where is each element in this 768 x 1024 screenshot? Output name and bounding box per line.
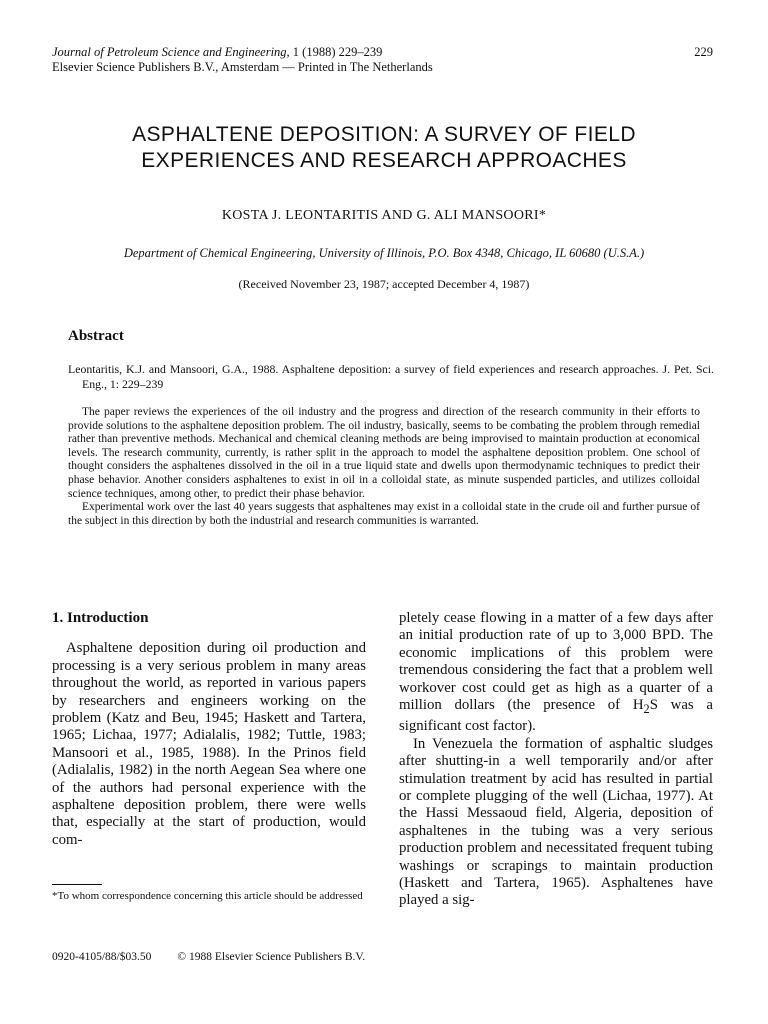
page-number: 229	[694, 45, 713, 59]
issn-price: 0920-4105/88/$03.50	[52, 951, 152, 963]
intro-continued-text-b: S was a significant cost factor).	[399, 697, 713, 735]
intro-continued-text-a: pletely cease flowing in a matter of a few days after an initial production rate of up to 3,000 BPD. The economic implications of this problem were tremendous considering the fact that a problem well workover cost could get as high as a quarter of a million dollars (the presence of H	[399, 610, 713, 714]
page-footer	[52, 951, 365, 963]
footnote-rule	[52, 884, 102, 885]
right-column	[399, 610, 713, 910]
volume-pages: 1 (1988) 229–239	[289, 45, 383, 59]
left-column	[52, 610, 366, 849]
affiliation: Department of Chemical Engineering, University of Illinois, P.O. Box 4348, Chicago, IL 60680 (U.S.A.)	[123, 246, 645, 260]
subscript-2: 2	[643, 701, 650, 716]
abstract-paragraph-2: Experimental work over the last 40 years suggests that asphaltenes may exist in a colloidal state in the crude oil and further pursue of the subject in this direction by both the industrial and research communities is warranted.	[68, 501, 700, 527]
copyright: © 1988 Elsevier Science Publishers B.V.	[177, 951, 366, 963]
paper-title	[60, 122, 708, 174]
section-heading-introduction: 1. Introduction	[52, 610, 149, 626]
journal-header	[52, 45, 433, 75]
intro-paragraph-1: Asphaltene deposition during oil production and processing is a very serious problem in many areas throughout the world, as reported in various papers by researchers and engineers working on the problem (Katz and Beu, 1945; Haskett and Tartera, 1965; Lichaa, 1977; Adialalis, 1982; Tuttle, 1983; Mansoori et al., 1985, 1988). In the Prinos field (Adialalis, 1982) in the north Aegean Sea where one of the authors had personal experience with the asphaltene deposition problem, there were wells that, especially at the start of production, would com-	[52, 640, 366, 848]
title-line-2: EXPERIENCES AND RESEARCH APPROACHES	[141, 149, 627, 172]
intro-paragraph-2: In Venezuela the formation of asphaltic sludges after shutting-in a well temporarily and/or after stimulation treatment by acid has resulted in partial or complete plugging of the well (Lichaa, 1977). At the Hassi Messaoud field, Algeria, deposition of asphaltenes in the tubing was a very serious production problem and necessitated frequent tubing washings or scrapings to maintain production (Haskett and Tartera, 1965). Asphaltenes have played a sig-	[399, 735, 713, 909]
abstract-body	[68, 406, 700, 528]
authors: KOSTA J. LEONTARITIS AND G. ALI MANSOORI*	[221, 208, 547, 223]
abstract-paragraph-1: The paper reviews the experiences of the oil industry and the progress and direction of the research community in their efforts to provide solutions to the asphaltene deposition problem. The oil industry, basically, seems to be combating the problem through remedial rather than preventive methods. Mechanical and chemical cleaning methods are being improvised to maintain production at economical levels. The research community, currently, is rather split in the approach to model the asphaltene deposition problem. One school of thought considers the asphaltenes dissolved in the oil in a true liquid state and dwells upon thermodynamic techniques to predict their phase behavior. Another considers asphaltenes to exist in oil in a colloidal state, as minute suspended particles, and utilizes colloidal science techniques, among other, to predict their phase behavior.	[68, 406, 700, 500]
abstract-heading: Abstract	[68, 328, 124, 344]
publisher-line: Elsevier Science Publishers B.V., Amsterdam — Printed in The Netherlands	[52, 60, 433, 74]
title-line-1: ASPHALTENE DEPOSITION: A SURVEY OF FIELD	[132, 123, 636, 146]
intro-paragraph-1-continued	[399, 610, 713, 736]
journal-name: Journal of Petroleum Science and Engineering,	[52, 45, 290, 59]
received-dates: (Received November 23, 1987; accepted December 4, 1987)	[238, 277, 530, 291]
footnote: *To whom correspondence concerning this article should be addressed	[52, 890, 363, 902]
abstract-citation: Leontaritis, K.J. and Mansoori, G.A., 1988. Asphaltene deposition: a survey of field experiences and research approaches. J. Pet. Sci. Eng., 1: 229–239	[68, 362, 714, 391]
